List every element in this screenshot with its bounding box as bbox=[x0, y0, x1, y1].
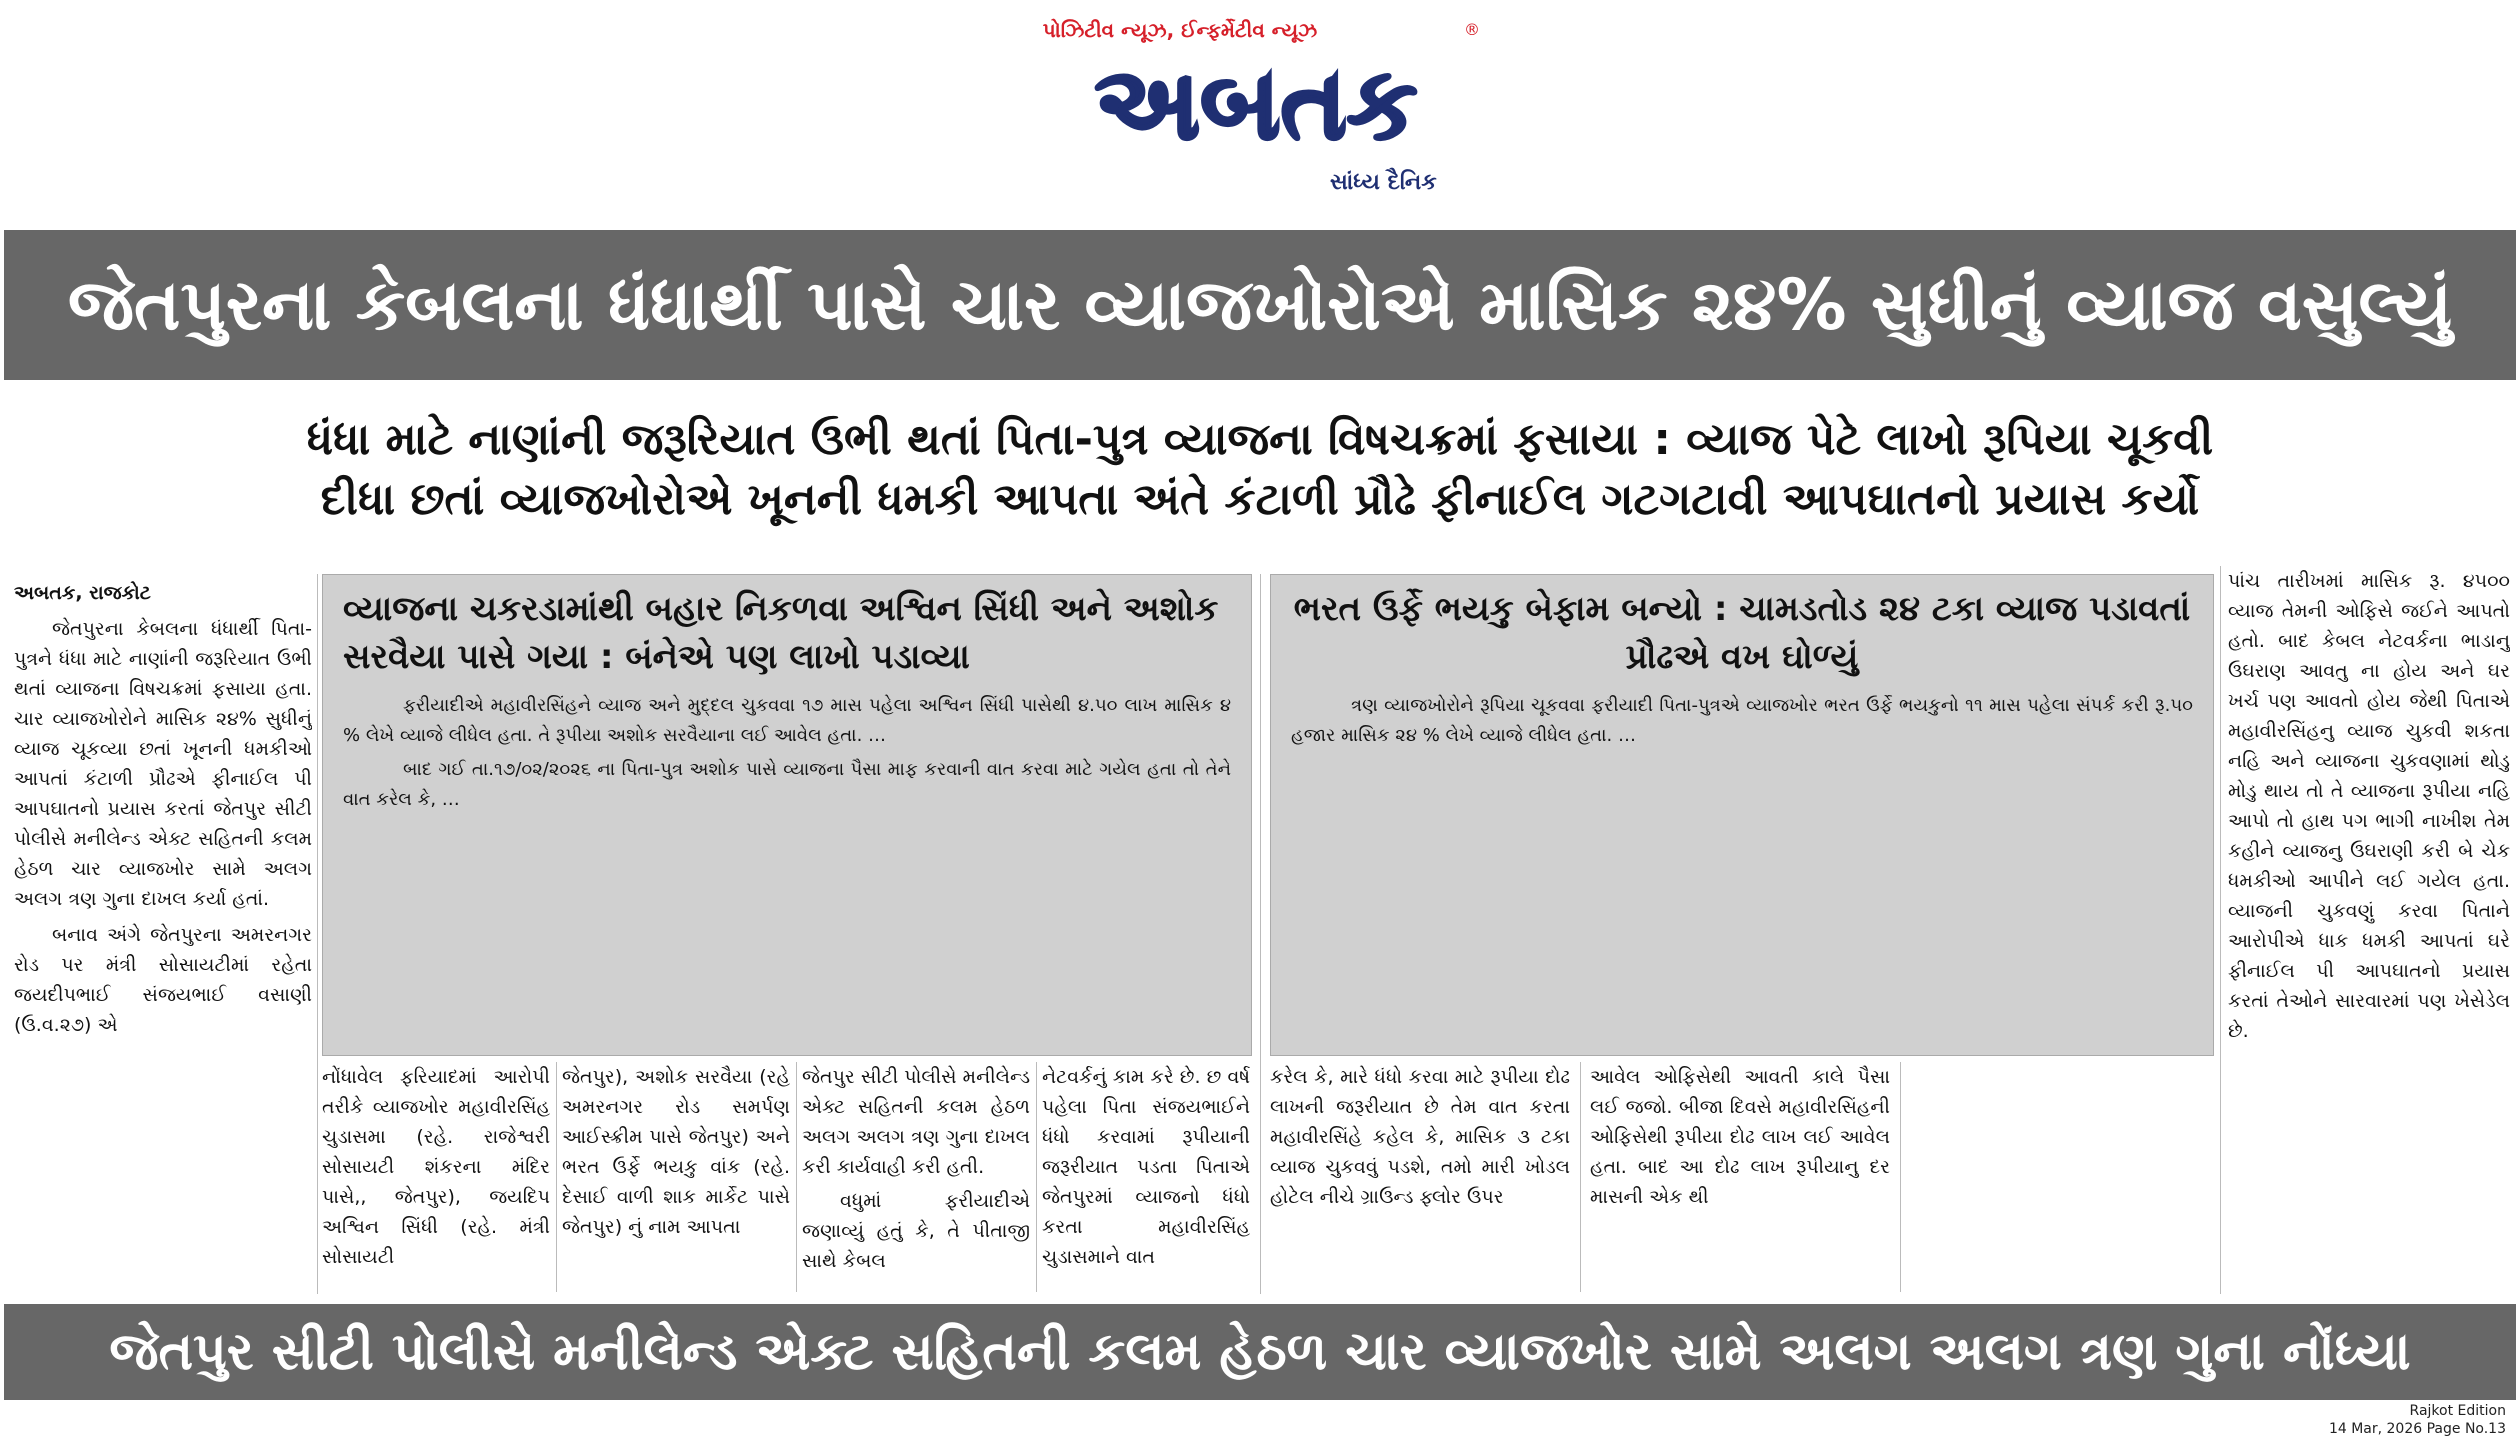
lower-column-5-text: કરેલ કે, મારે ધંધો કરવા માટે રૂપીયા દોઢ લાખની જરૂરીયાત છે તેમ વાત કરતા મહાવીરસિંહે કહેલ કે, માસિક ૩ ટકા વ્યાજ ચુકવવું પડશે, તમો મારી ખોડલ હોટેલ નીચે ગ્રાઉન્ડ ફ્લોર ઉપર bbox=[1270, 1066, 1570, 1208]
lower-column-3-text-b: વધુમાં ફરીયાદીએ જણાવ્યું હતું કે, તે પીતાજી સાથે કેબલ bbox=[802, 1190, 1030, 1272]
column-rule bbox=[1036, 1062, 1037, 1292]
box-1-title: વ્યાજના ચકરડામાંથી બહાર નિકળવા અશ્વિન સિંધી અને અશોક સરવૈયા પાસે ગયા : બંનેએ પણ લાખો પડાવ્યા bbox=[343, 589, 1219, 677]
subheadline-line-2: દીધા છતાં વ્યાજખોરોએ ખૂનની ધમકી આપતા અંતે કંટાળી પ્રૌઢે ફીનાઈલ ગટગટાવી આપઘાતનો પ્રયાસ કર્યો bbox=[320, 474, 2200, 525]
subheadline bbox=[10, 410, 2510, 530]
lower-column-6 bbox=[1590, 1062, 1890, 1292]
sidebar-box-1 bbox=[322, 574, 1252, 1056]
edition-name: Rajkot Edition bbox=[2409, 1403, 2506, 1419]
box-1-body bbox=[323, 687, 1251, 823]
masthead-logo bbox=[1036, 40, 1476, 155]
lower-column-2-text: જેતપુર), અશોક સરવૈયા (રહે અમરનગર રોડ સમર્પણ આઈસ્ક્રીમ પાસે જેતપુર) અને ભરત ઉર્ફે ભયકુ વાંક (રહે. દેસાઈ વાળી શાક માર્કેટ પાસે જેતપુર) નું નામ આપતા bbox=[562, 1066, 790, 1238]
masthead-tagline: પોઝિટીવ ન્યૂઝ, ઈન્ફર્મેટીવ ન્યૂઝ bbox=[1042, 18, 1318, 42]
column-rule bbox=[1900, 1062, 1901, 1292]
box-1-paragraph-1: ફરીયાદીએ મહાવીરસિંહને વ્યાજ અને મુદ્દલ ચુકવવા ૧૭ માસ પહેલા અશ્વિન સિંધી પાસેથી ૪.૫૦ લાખ માસિક ૪ % લેખે વ્યાજે લીધેલ હતા. તે રૂપીયા અશોક સરવૈયાના લઈ આવેલ હતા. … bbox=[343, 695, 1231, 746]
box-2-body bbox=[1271, 687, 2213, 759]
lower-column-4-text: નેટવર્કનું કામ કરે છે. છ વર્ષ પહેલા પિતા સંજયભાઈને ધંધો કરવામાં રૂપીયાની જરૂરીયાત પડતા પિતાએ જેતપુરમાં વ્યાજનો ધંધો કરતા મહાવીરસિંહ ચુડાસમાને વાત bbox=[1042, 1066, 1250, 1268]
registered-mark: ® bbox=[1464, 20, 1480, 39]
lower-column-6-text: આવેલ ઓફિસેથી આવતી કાલે પૈસા લઈ જજો. બીજા દિવસે મહાવીરસિંહની ઓફિસેથી રૂપીયા દોઢ લાખ લઈ આવેલ હતા. બાદ આ દોઢ લાખ રૂપીયાનુ દર માસની એક થી bbox=[1590, 1066, 1890, 1208]
edition-info bbox=[2329, 1402, 2506, 1438]
lower-column-3-text-a: જેતપુર સીટી પોલીસે મનીલેન્ડ એક્ટ સહિતની કલમ હેઠળ અલગ અલગ ત્રણ ગુના દાખલ કરી કાર્યવાહી કરી હતી. bbox=[802, 1066, 1030, 1178]
lower-column-1-text: નોંધાવેલ ફરિયાદમાં આરોપી તરીકે વ્યાજખોર મહાવીરસિંહ ચુડાસમા (રહે. રાજેશ્વરી સોસાયટી શંકરના મંદિર પાસે,, જેતપુર), જયદિપ અશ્વિન સિંધી (રહે. મંત્રી સોસાયટી bbox=[322, 1066, 550, 1268]
masthead-subtitle: સાંધ્ય દૈનિક bbox=[1330, 170, 1437, 195]
lower-column-5 bbox=[1270, 1062, 1570, 1292]
column-rule bbox=[796, 1062, 797, 1292]
column-rule bbox=[1260, 574, 1261, 1294]
box-1-paragraph-2: બાદ ગઈ તા.૧૭/૦૨/૨૦૨૬ ના પિતા-પુત્ર અશોક પાસે વ્યાજના પૈસા માફ કરવાની વાત કરવા માટે ગયેલ હતા તો તેને વાત કરેલ કે, … bbox=[343, 759, 1231, 810]
right-column bbox=[2228, 566, 2510, 1286]
sidebar-box-2 bbox=[1270, 574, 2214, 1056]
footer-headline: જેતપુર સીટી પોલીસે મનીલેન્ડ એક્ટ સહિતની કલમ હેઠળ ચાર વ્યાજખોર સામે અલગ અલગ ત્રણ ગુના નોંધ્યા bbox=[4, 1304, 2516, 1400]
lower-column-2 bbox=[562, 1062, 790, 1292]
left-column-paragraph-1: જેતપુરના કેબલના ધંધાર્થી પિતા-પુત્રને ધંધા માટે નાણાંની જરૂરિયાત ઉભી થતાં વ્યાજના વિષચક્રમાં ફસાયા હતા. ચાર વ્યાજખોરોને માસિક ૨૪% સુધીનું વ્યાજ ચૂકવ્યા છતાં ખૂનની ધમકીઓ આપતાં કંટાળી પ્રૌઢએ ફીનાઈલ પી આપઘાતનો પ્રયાસ કરતાં જેતપુર સીટી પોલીસે મનીલેન્ડ એક્ટ સહિતની કલમ હેઠળ ચાર વ્યાજખોર સામે અલગ અલગ ત્રણ ગુના દાખલ કર્યા હતાં. bbox=[14, 618, 312, 910]
masthead-logo-text: અબતક bbox=[1094, 45, 1418, 155]
right-column-text: પાંચ તારીખમાં માસિક રૂ. ૪૫૦૦ વ્યાજ તેમની ઓફિસે જઈને આપતો હતો. બાદ કેબલ નેટવર્કના ભાડાનુ ઉઘરાણ આવતુ ના હોય અને ઘર ખર્ચ પણ આવતો હોય જેથી પિતાએ મહાવીરસિંહનુ વ્યાજ ચુકવી શકતા નહિ અને વ્યાજના ચુકવણામાં થોડુ મોડુ થાય તો તે વ્યાજના રૂપીયા નહિ આપો તો હાથ પગ ભાગી નાખીશ તેમ કહીને વ્યાજનુ ઉઘરાણી કરી બે ચેક ધમકીઓ આપીને લઈ ગયેલ હતા. વ્યાજની ચુકવણું કરવા પિતાને આરોપીએ ધાક ધમકી આપતાં ઘરે ફીનાઈલ પી આપઘાતનો પ્રયાસ કરતાં તેઓને સારવારમાં પણ ખેસેડેલ છે. bbox=[2228, 570, 2510, 1042]
lower-column-3 bbox=[802, 1062, 1030, 1292]
box-2-paragraph-1: ત્રણ વ્યાજખોરોને રૂપિયા ચૂકવવા ફરીયાદી પિતા-પુત્રએ વ્યાજખોર ભરત ઉર્ફે ભયકુનો ૧૧ માસ પહેલા સંપર્ક કરી રૂ.૫૦ હજાર માસિક ૨૪ % લેખે વ્યાજે લીધેલ હતા. … bbox=[1291, 695, 2193, 746]
lower-column-1 bbox=[322, 1062, 550, 1292]
lower-column-4 bbox=[1042, 1062, 1250, 1292]
column-rule bbox=[317, 574, 318, 1294]
dateline: અબતક, રાજકોટ bbox=[14, 582, 151, 604]
left-column-paragraph-2: બનાવ અંગે જેતપુરના અમરનગર રોડ પર મંત્રી સોસાયટીમાં રહેતા જયદીપભાઈ સંજયભાઈ વસાણી (ઉ.વ.૨૭) એ bbox=[14, 924, 312, 1036]
column-rule bbox=[1580, 1062, 1581, 1292]
edition-date-page: 14 Mar, 2026 Page No.13 bbox=[2328, 1421, 2506, 1437]
column-rule bbox=[556, 1062, 557, 1292]
headline: જેતપુરના કેબલના ધંધાર્થી પાસે ચાર વ્યાજખોરોએ માસિક ૨૪% સુધીનું વ્યાજ વસુલ્યું bbox=[4, 230, 2516, 380]
column-rule bbox=[2220, 566, 2221, 1294]
box-2-title: ભરત ઉર્ફે ભયકુ બેફામ બન્યો : ચામડતોડ ૨૪ ટકા વ્યાજ પડાવતાં પ્રૌઢએ વખ ઘોળ્યું bbox=[1293, 589, 2191, 677]
subheadline-line-1: ધંધા માટે નાણાંની જરૂરિયાત ઉભી થતાં પિતા-પુત્ર વ્યાજના વિષચક્રમાં ફસાયા : વ્યાજ પેટે લાખો રૂપિયા ચૂકવી bbox=[306, 414, 2214, 465]
left-column bbox=[14, 578, 312, 1278]
